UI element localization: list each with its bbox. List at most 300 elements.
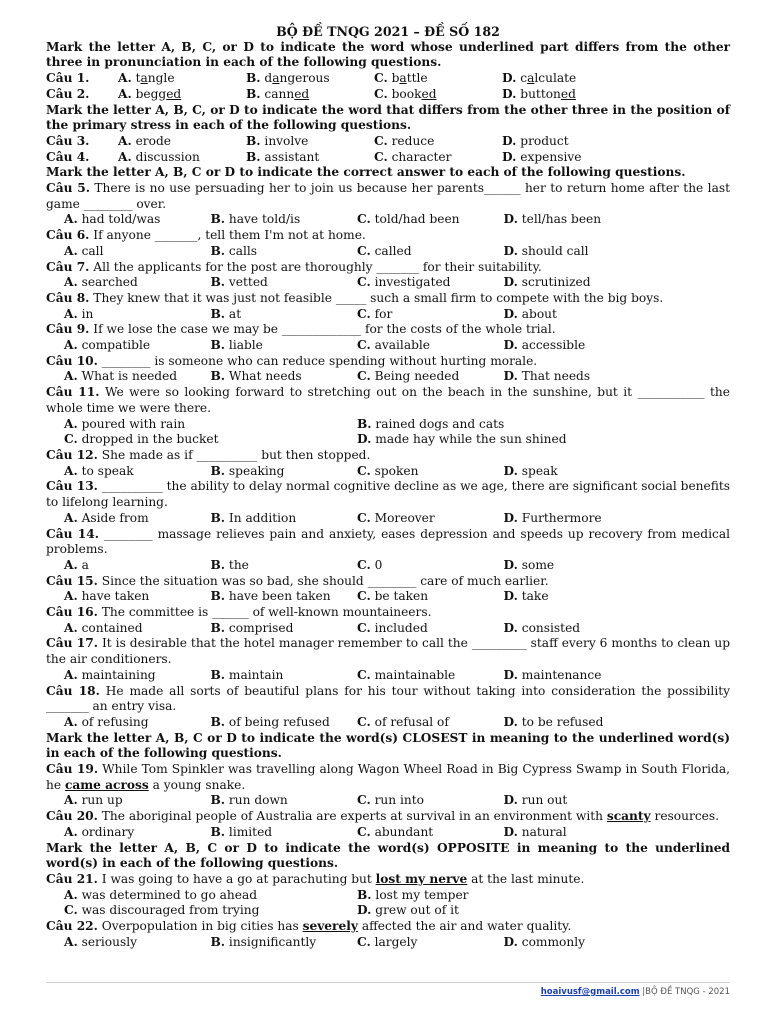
option-letter: A. xyxy=(64,714,78,729)
option-c xyxy=(357,244,504,260)
options xyxy=(46,825,730,841)
question-stem xyxy=(46,636,730,667)
question-14 xyxy=(46,527,730,574)
stem-text: There is no use persuading her to join us because her parents______ her to return home after the last game ________ over. xyxy=(46,181,730,211)
question-stem xyxy=(46,291,730,307)
options xyxy=(46,275,730,291)
question-9 xyxy=(46,322,730,353)
option-letter: B. xyxy=(357,887,372,902)
option-a xyxy=(64,668,211,684)
option-text: grew out of it xyxy=(375,903,459,918)
stem-text-before: I was going to have a go at parachuting but xyxy=(97,871,376,886)
option-text: about xyxy=(521,306,557,321)
options xyxy=(46,715,730,731)
option-c xyxy=(357,212,504,228)
page-footer xyxy=(46,982,730,997)
option-text: insignificantly xyxy=(228,934,317,949)
option-text: spoken xyxy=(374,463,419,478)
option-text: Furthermore xyxy=(521,510,602,525)
option-c xyxy=(357,668,504,684)
option-letter: D. xyxy=(503,275,518,290)
option-b xyxy=(211,621,358,637)
option-word: dangerous xyxy=(264,71,330,86)
question-15 xyxy=(46,574,730,605)
option-text: compatible xyxy=(81,338,151,353)
option-a xyxy=(64,621,211,637)
stem-text: All the applicants for the post are thoroughly _______ for their suitability. xyxy=(89,259,542,274)
option-letter: A. xyxy=(64,463,78,478)
option-b xyxy=(246,71,374,87)
question-stem xyxy=(46,605,730,621)
option-letter: A. xyxy=(64,306,78,321)
question-number: Câu 10. xyxy=(46,353,98,368)
question-8 xyxy=(46,291,730,322)
option-letter: A. xyxy=(64,620,78,635)
stem-text: Since the situation was so bad, she should ________ care of much earlier. xyxy=(97,573,549,588)
question-2 xyxy=(46,87,730,103)
option-letter: B. xyxy=(210,589,226,604)
question-number: Câu 6. xyxy=(46,228,90,243)
option-d xyxy=(504,558,651,574)
question-12 xyxy=(46,448,730,479)
option-a xyxy=(64,715,211,731)
question-1 xyxy=(46,71,730,87)
question-number: Câu 7. xyxy=(46,259,90,274)
underlined-phrase: scanty xyxy=(606,809,651,824)
option-b xyxy=(211,825,358,841)
question-20 xyxy=(46,809,730,840)
option-c xyxy=(357,621,504,637)
options xyxy=(46,558,730,574)
option-b xyxy=(211,511,358,527)
option-letter: D. xyxy=(503,793,518,808)
option-b xyxy=(246,150,374,166)
question-number: Câu 17. xyxy=(46,636,99,651)
option-text: take xyxy=(521,589,549,604)
option-b xyxy=(211,369,358,385)
option-d xyxy=(504,825,651,841)
option-text: Being needed xyxy=(374,369,460,384)
underlined-part: ed xyxy=(560,86,576,101)
question-number: Câu 8. xyxy=(46,290,90,305)
question-number: Câu 12. xyxy=(46,447,98,462)
option-c xyxy=(357,793,504,809)
underlined-part: a xyxy=(140,71,148,86)
option-letter: D. xyxy=(502,133,517,148)
option-b xyxy=(211,307,358,323)
question-number: Câu 16. xyxy=(46,605,98,620)
option-b xyxy=(357,417,650,433)
option-text: have taken xyxy=(81,589,150,604)
question-18 xyxy=(46,684,730,731)
option-b xyxy=(246,87,374,103)
option-word: tangle xyxy=(135,71,175,86)
option-letter: B. xyxy=(357,416,372,431)
stem-text-before: The aboriginal people of Australia are experts at survival in an environment with xyxy=(97,809,607,824)
option-letter: D. xyxy=(502,71,517,86)
option-letter: C. xyxy=(357,934,371,949)
underlined-part: a xyxy=(272,71,280,86)
option-a xyxy=(64,338,211,354)
option-b xyxy=(211,558,358,574)
option-text: called xyxy=(374,243,412,258)
option-text: available xyxy=(374,338,431,353)
option-text: Moreover xyxy=(374,510,435,525)
option-d xyxy=(504,511,651,527)
option-text: included xyxy=(374,620,428,635)
option-text: speak xyxy=(521,463,558,478)
question-21 xyxy=(46,872,730,919)
option-text: In addition xyxy=(228,510,297,525)
question-19 xyxy=(46,762,730,809)
instruction-correct-answer: Mark the letter A, B, C or D to indicate the correct answer to each of the following questions. xyxy=(46,165,686,180)
option-letter: D. xyxy=(357,903,372,918)
option-text: rained dogs and cats xyxy=(375,416,505,431)
question-stem xyxy=(46,448,730,464)
underlined-part: a xyxy=(527,71,535,86)
options xyxy=(46,307,730,323)
question-number: Câu 14. xyxy=(46,526,99,541)
option-d xyxy=(504,307,651,323)
option-text: was determined to go ahead xyxy=(81,887,258,902)
option-letter: C. xyxy=(64,903,78,918)
option-text: searched xyxy=(81,275,138,290)
option-text: maintainable xyxy=(374,667,456,682)
option-b xyxy=(211,935,358,951)
option-d xyxy=(504,935,651,951)
option-d xyxy=(502,134,630,150)
question-3 xyxy=(46,134,730,150)
option-c xyxy=(357,338,504,354)
question-stem xyxy=(46,684,730,715)
underlined-part: ed xyxy=(166,86,182,101)
question-number: Câu 19. xyxy=(46,762,99,777)
option-letter: C. xyxy=(357,338,371,353)
question-11 xyxy=(46,385,730,448)
option-text: lost my temper xyxy=(375,887,469,902)
option-letter: D. xyxy=(503,212,518,227)
stem-text: They knew that it was just not feasible _____ such a small firm to compete with the big boys. xyxy=(89,290,664,305)
options xyxy=(46,369,730,385)
option-letter: B. xyxy=(210,714,226,729)
option-d xyxy=(504,793,651,809)
option-letter: A. xyxy=(64,243,78,258)
option-c xyxy=(357,935,504,951)
option-text: involve xyxy=(264,133,309,148)
option-letter: A. xyxy=(64,589,78,604)
option-c xyxy=(374,87,502,103)
option-b xyxy=(211,244,358,260)
question-number: Câu 11. xyxy=(46,385,100,400)
stem-text-before: While Tom Spinkler was travelling along Wagon Wheel Road in Big Cypress Swamp in South Florida, he xyxy=(46,762,730,792)
question-5 xyxy=(46,181,730,228)
option-b xyxy=(211,793,358,809)
option-letter: C. xyxy=(357,793,371,808)
option-d xyxy=(502,150,630,166)
stem-text: If we lose the case we may be _____________ for the costs of the whole trial. xyxy=(89,322,556,337)
question-stem xyxy=(46,260,730,276)
option-b xyxy=(211,212,358,228)
option-d xyxy=(502,87,630,103)
option-letter: C. xyxy=(357,212,371,227)
option-text: contained xyxy=(81,620,143,635)
option-letter: C. xyxy=(357,275,371,290)
option-letter: A. xyxy=(64,793,78,808)
stem-text: __________ the ability to delay normal cognitive decline as we age, there are significant social benefits to lifelong learning. xyxy=(46,479,731,510)
option-word: battle xyxy=(391,71,428,86)
option-letter: A. xyxy=(64,510,78,525)
question-6 xyxy=(46,228,730,259)
option-letter: C. xyxy=(357,463,371,478)
option-text: should call xyxy=(521,243,589,258)
option-letter: D. xyxy=(503,463,518,478)
option-a xyxy=(64,212,211,228)
option-letter: B. xyxy=(246,86,261,101)
stem-text: If anyone _______, tell them I'm not at home. xyxy=(89,228,366,243)
option-a xyxy=(64,589,211,605)
option-letter: B. xyxy=(210,275,226,290)
question-4 xyxy=(46,150,730,166)
question-number: Câu 2. xyxy=(46,86,90,101)
option-letter: B. xyxy=(210,369,226,384)
option-text: have been taken xyxy=(228,589,331,604)
option-letter: C. xyxy=(357,714,371,729)
option-b xyxy=(246,134,374,150)
option-text: What needs xyxy=(228,369,302,384)
option-text: abundant xyxy=(374,824,434,839)
option-b xyxy=(357,888,650,904)
option-d xyxy=(504,338,651,354)
question-stem xyxy=(46,919,730,935)
option-text: tell/has been xyxy=(521,212,602,227)
option-c xyxy=(374,150,502,166)
option-c xyxy=(357,511,504,527)
option-letter: A. xyxy=(64,369,78,384)
option-text: run out xyxy=(521,793,568,808)
option-c xyxy=(64,903,357,919)
option-letter: C. xyxy=(357,306,371,321)
option-text: a xyxy=(81,557,89,572)
option-letter: B. xyxy=(210,557,226,572)
option-letter: D. xyxy=(503,243,518,258)
option-letter: D. xyxy=(502,86,517,101)
options xyxy=(46,935,730,951)
options xyxy=(46,621,730,637)
question-stem xyxy=(46,809,730,825)
option-text: What is needed xyxy=(81,369,178,384)
option-letter: B. xyxy=(210,620,226,635)
option-letter: D. xyxy=(503,824,518,839)
option-a xyxy=(118,71,246,87)
instruction-closest: Mark the letter A, B, C or D to indicate the word(s) CLOSEST in meaning to the underlined word(s) in each of the following questions. xyxy=(46,730,730,761)
option-text: have told/is xyxy=(228,212,301,227)
option-letter: D. xyxy=(503,510,518,525)
option-letter: D. xyxy=(503,589,518,604)
option-letter: D. xyxy=(503,714,518,729)
options xyxy=(46,212,730,228)
option-letter: B. xyxy=(210,510,226,525)
stem-text-before: Overpopulation in big cities has xyxy=(97,919,303,934)
footer-separator: | xyxy=(639,987,646,997)
option-text: speaking xyxy=(228,463,285,478)
option-letter: C. xyxy=(357,824,371,839)
option-b xyxy=(211,589,358,605)
option-letter: A. xyxy=(64,212,78,227)
option-b xyxy=(211,275,358,291)
option-text: assistant xyxy=(264,149,320,164)
option-text: character xyxy=(391,149,452,164)
option-a xyxy=(64,464,211,480)
option-d xyxy=(504,621,651,637)
option-letter: B. xyxy=(246,71,261,86)
exam-title: BỘ ĐỀ TNQG 2021 – ĐỀ SỐ 182 xyxy=(276,24,500,39)
option-letter: B. xyxy=(210,243,226,258)
option-letter: A. xyxy=(118,86,132,101)
option-letter: D. xyxy=(503,934,518,949)
option-d xyxy=(504,464,651,480)
option-d xyxy=(504,369,651,385)
option-a xyxy=(64,275,211,291)
option-letter: D. xyxy=(503,557,518,572)
option-letter: B. xyxy=(210,338,226,353)
option-word: canned xyxy=(264,86,310,101)
underlined-part: ed xyxy=(421,86,437,101)
question-number: Câu 18. xyxy=(46,683,100,698)
option-a xyxy=(64,244,211,260)
option-text: was discouraged from trying xyxy=(81,903,260,918)
option-text: reduce xyxy=(391,133,435,148)
option-text: told/had been xyxy=(374,212,460,227)
option-d xyxy=(504,668,651,684)
option-text: to speak xyxy=(81,463,134,478)
option-text: made hay while the sun shined xyxy=(375,432,567,447)
option-letter: D. xyxy=(357,432,372,447)
question-stem xyxy=(46,762,730,793)
option-text: maintain xyxy=(228,667,284,682)
question-number: Câu 21. xyxy=(46,871,98,886)
option-word: booked xyxy=(391,86,437,101)
option-text: 0 xyxy=(374,557,383,572)
option-letter: C. xyxy=(374,86,388,101)
question-number: Câu 9. xyxy=(46,322,90,337)
option-d xyxy=(504,715,651,731)
option-text: call xyxy=(81,243,104,258)
question-stem xyxy=(46,479,730,510)
option-letter: B. xyxy=(210,793,226,808)
option-d xyxy=(502,71,630,87)
option-text: scrutinized xyxy=(521,275,591,290)
option-a xyxy=(64,369,211,385)
option-a xyxy=(64,307,211,323)
question-number: Câu 4. xyxy=(46,149,90,164)
option-text: accessible xyxy=(521,338,586,353)
options xyxy=(46,244,730,260)
option-letter: A. xyxy=(64,887,78,902)
stem-text: She made as if __________ but then stopped. xyxy=(97,447,371,462)
option-text: limited xyxy=(228,824,273,839)
question-number: Câu 15. xyxy=(46,573,98,588)
question-stem xyxy=(46,574,730,590)
stem-text-after: a young snake. xyxy=(148,777,246,792)
footer-email-link[interactable]: hoaivusf@gmail.com xyxy=(540,987,640,997)
question-stem xyxy=(46,385,730,416)
option-text: Aside from xyxy=(81,510,149,525)
option-a xyxy=(118,134,246,150)
option-word: calculate xyxy=(520,71,577,86)
question-17 xyxy=(46,636,730,683)
option-text: for xyxy=(374,306,393,321)
option-letter: A. xyxy=(64,416,78,431)
option-letter: C. xyxy=(374,71,388,86)
question-stem xyxy=(46,872,730,888)
question-stem xyxy=(46,322,730,338)
question-stem xyxy=(46,181,730,212)
question-7 xyxy=(46,260,730,291)
option-text: poured with rain xyxy=(81,416,186,431)
options xyxy=(46,888,730,919)
option-c xyxy=(357,307,504,323)
option-text: That needs xyxy=(521,369,591,384)
option-letter: B. xyxy=(246,149,261,164)
option-text: some xyxy=(521,557,555,572)
option-text: at xyxy=(228,306,242,321)
instruction-stress: Mark the letter A, B, C, or D to indicate the word that differs from the other three in the position of the primary stress in each of the following questions. xyxy=(46,102,730,133)
question-22 xyxy=(46,919,730,950)
options xyxy=(46,589,730,605)
underlined-phrase: lost my nerve xyxy=(375,871,468,886)
option-row xyxy=(46,71,730,87)
option-letter: A. xyxy=(64,275,78,290)
option-letter: C. xyxy=(374,149,388,164)
option-letter: A. xyxy=(64,934,78,949)
stem-text: He made all sorts of beautiful plans for his tour without taking into consideration the possibility _______ an entry visa. xyxy=(46,683,731,714)
option-a xyxy=(64,511,211,527)
option-letter: D. xyxy=(503,338,518,353)
stem-text: It is desirable that the hotel manager remember to call the _________ staff every 6 months to clean up the air conditioners. xyxy=(46,636,731,667)
option-text: of refusal of xyxy=(374,714,449,729)
exam-page xyxy=(46,24,730,950)
option-c xyxy=(357,369,504,385)
underlined-part: a xyxy=(399,71,407,86)
option-c xyxy=(357,589,504,605)
option-letter: A. xyxy=(118,149,132,164)
stem-text: The committee is ______ of well-known mountaineers. xyxy=(97,605,432,620)
option-letter: C. xyxy=(64,432,78,447)
option-letter: C. xyxy=(357,369,371,384)
option-word: buttoned xyxy=(520,86,576,101)
option-text: erode xyxy=(135,133,171,148)
option-letter: C. xyxy=(357,510,371,525)
option-text: in xyxy=(81,306,94,321)
option-text: of being refused xyxy=(228,714,330,729)
option-d xyxy=(357,903,650,919)
underlined-part: ed xyxy=(294,86,310,101)
option-letter: C. xyxy=(357,557,371,572)
option-letter: D. xyxy=(502,149,517,164)
option-b xyxy=(211,668,358,684)
option-letter: B. xyxy=(246,133,261,148)
option-letter: C. xyxy=(357,620,371,635)
option-a xyxy=(64,825,211,841)
instruction-opposite: Mark the letter A, B, C or D to indicate the word(s) OPPOSITE in meaning to the underlined word(s) in each of the following questions. xyxy=(46,840,730,871)
underlined-phrase: severely xyxy=(302,919,358,934)
option-text: run up xyxy=(81,793,123,808)
option-text: natural xyxy=(521,824,567,839)
option-b xyxy=(211,338,358,354)
question-stem xyxy=(46,228,730,244)
option-row xyxy=(46,150,730,166)
option-text: had told/was xyxy=(81,212,161,227)
